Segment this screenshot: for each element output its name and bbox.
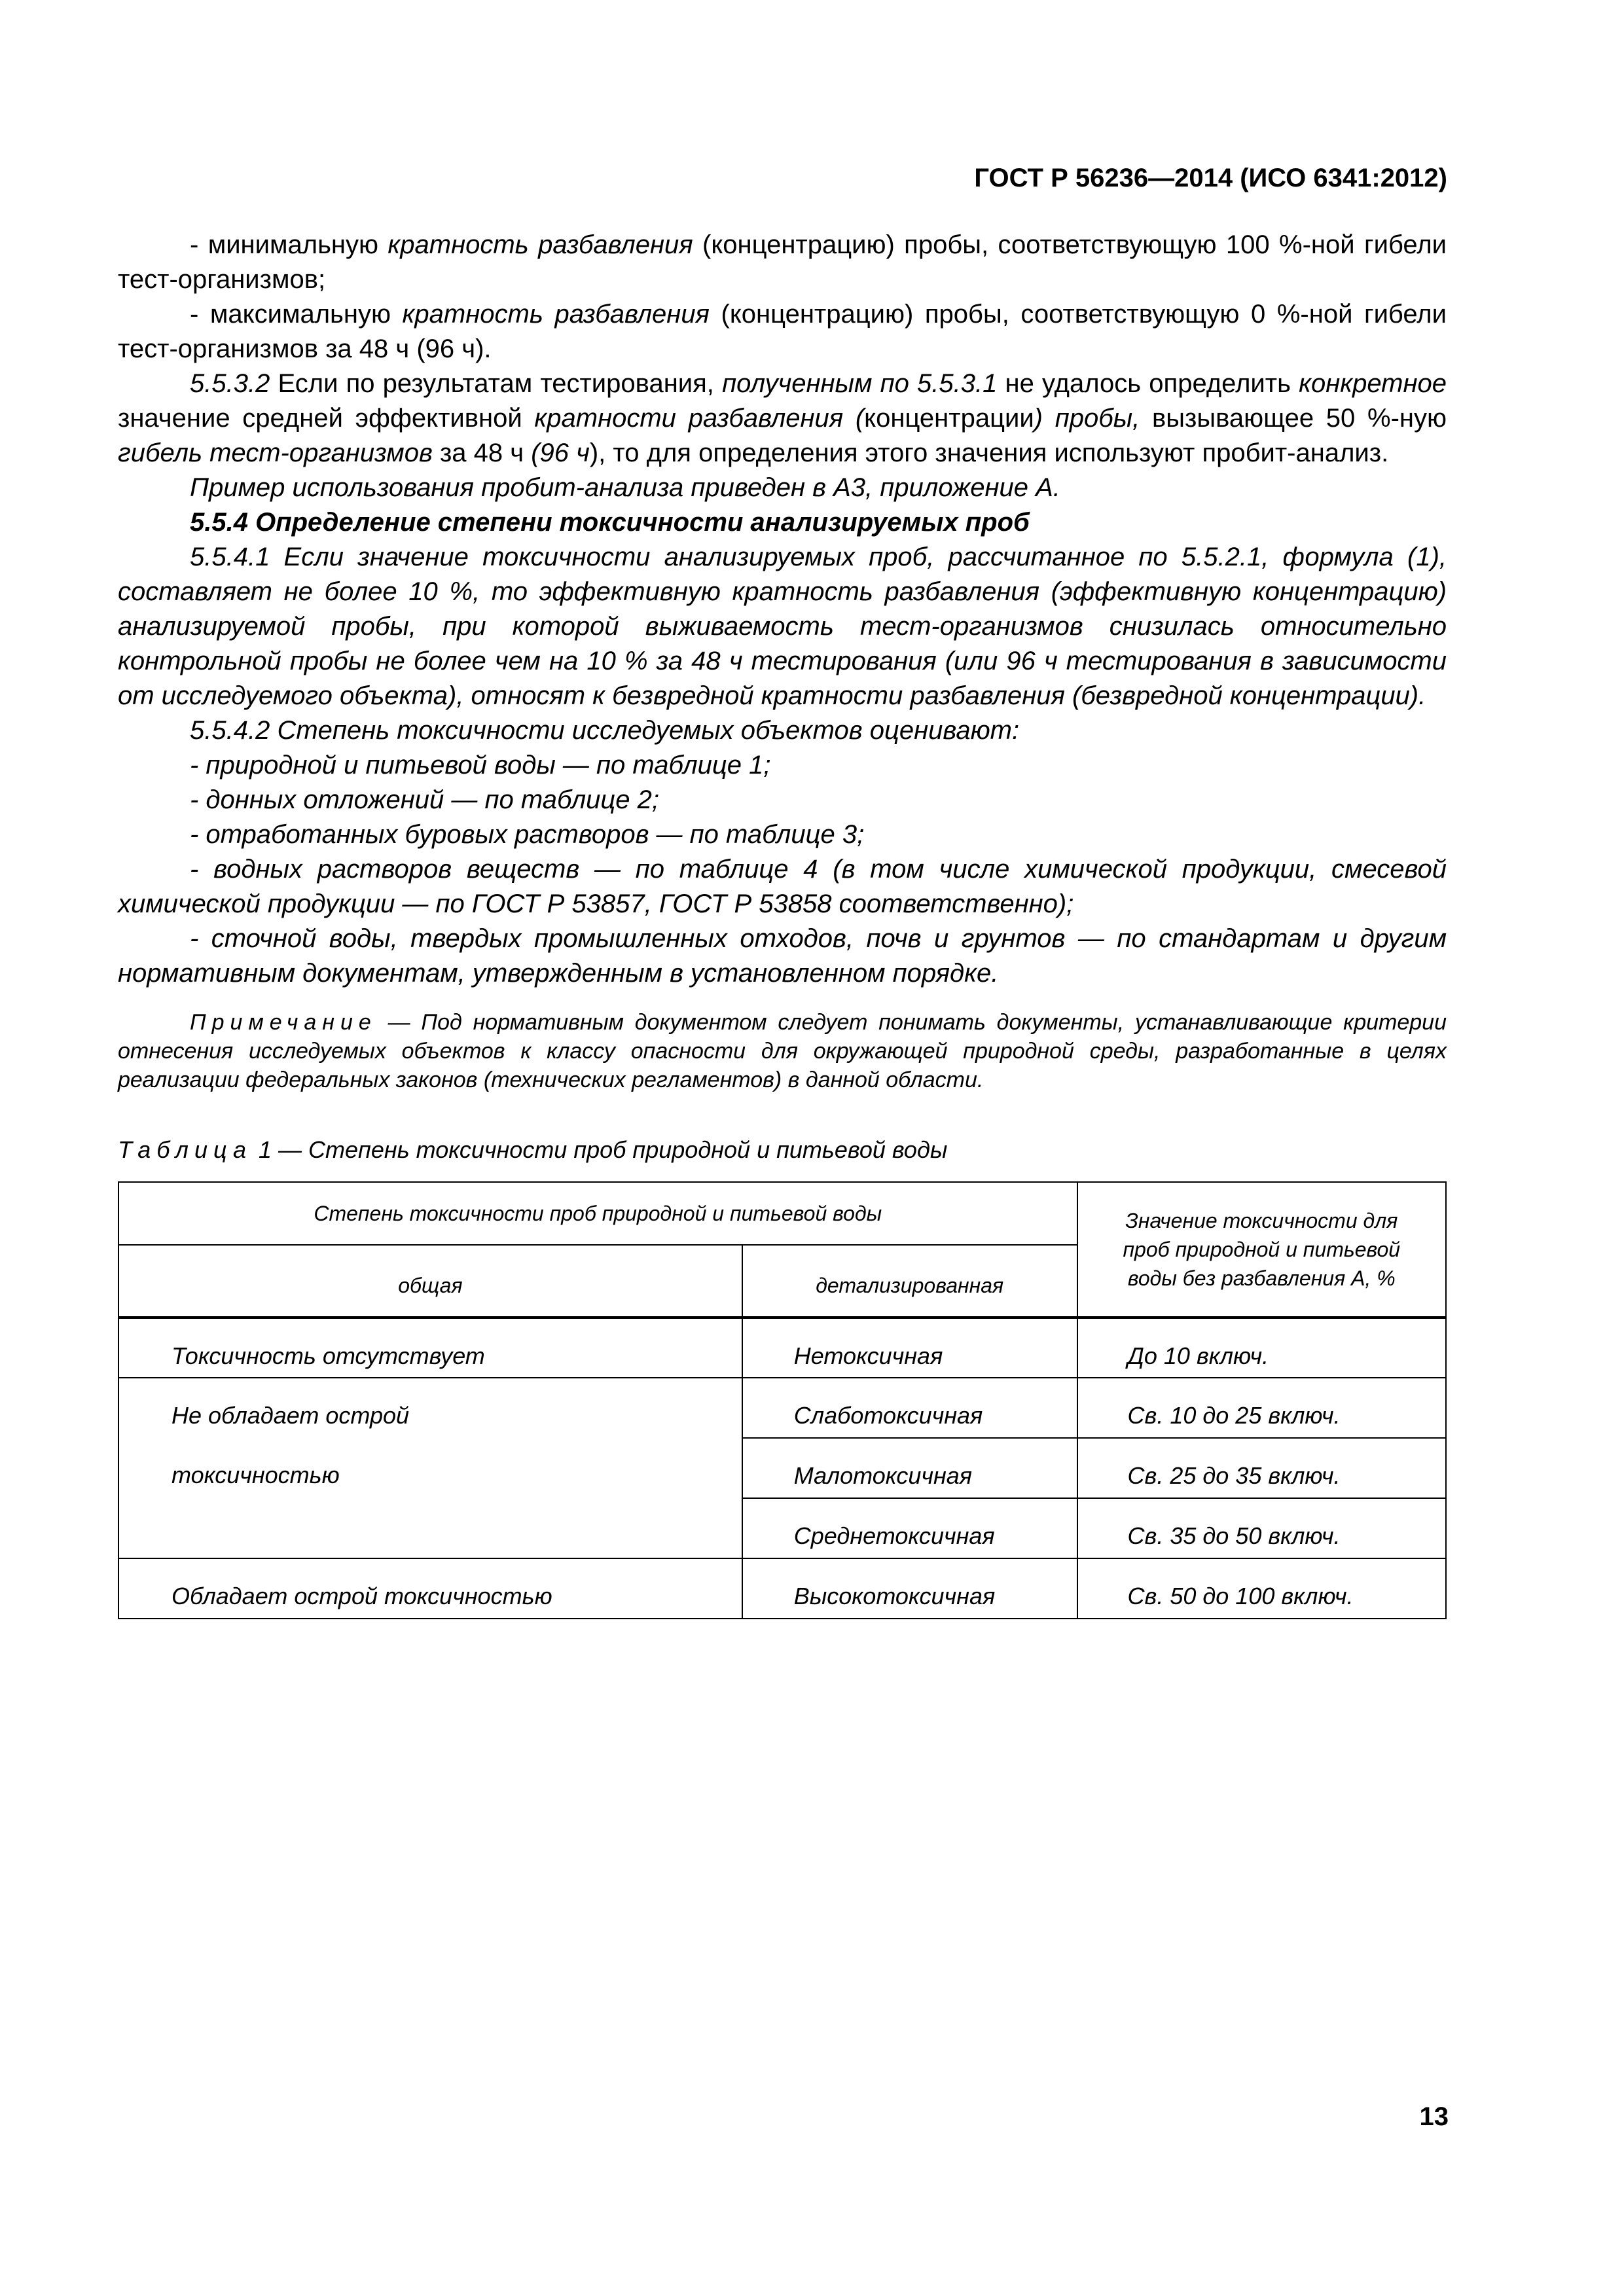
- table-row: [118, 1438, 1446, 1498]
- cell-detail: Среднетоксичная: [742, 1498, 1077, 1558]
- header-detail: детализированная: [742, 1245, 1077, 1318]
- toxicity-table: [118, 1181, 1447, 1619]
- text-span: концентрации: [864, 404, 1034, 433]
- list-item: - водных растворов веществ — по таблице 4 (в том числе химической продукции, смесевой химической продукции — по ГОСТ Р 53857, ГОСТ Р 53858 соответственно);: [118, 855, 1447, 918]
- cell-general: Обладает острой токсичностью: [118, 1558, 742, 1619]
- text-span: за 48 ч: [432, 439, 532, 467]
- document-body: [118, 228, 1447, 1619]
- table-caption-text: 1 — Степень токсичности проб природной и питьевой воды: [252, 1136, 948, 1163]
- text-span: Если по результатам тестирования,: [270, 369, 723, 398]
- cell-general: Токсичность отсутствует: [118, 1318, 742, 1378]
- note-label: Примечание: [190, 1010, 377, 1035]
- text-span: полученным по 5.5.3.1: [722, 369, 998, 398]
- cell-detail: Слаботоксичная: [742, 1378, 1077, 1438]
- text-span: кратности разбавления (: [534, 404, 865, 433]
- header-general: общая: [118, 1245, 742, 1318]
- text-span: (концентрацию) пробы, соответствующую 0 %-ной гибели тест-организмов за 48 ч (96 ч).: [118, 300, 1447, 363]
- table-row: [118, 1378, 1446, 1438]
- text-span: 5.5.3.2: [190, 369, 270, 398]
- note-text: — Под нормативным документом следует понимать документы, устанавливающие критерии отнесения исследуемых объектов к классу опасности для окружающей природной среды, разработанные в целях реализации федеральных законов (технических регламентов) в данной области.: [118, 1010, 1447, 1092]
- text-span: (96 ч: [531, 439, 590, 467]
- cell-value: Св. 25 до 35 включ.: [1077, 1438, 1446, 1498]
- text-span: (концентрацию) пробы, соответствующую 100 %-ной гибели тест-организмов;: [118, 230, 1447, 294]
- header-value: Значение токсичности для проб природной и питьевой воды без разбавления А, %: [1077, 1182, 1446, 1318]
- table-row: [118, 1498, 1446, 1558]
- list-item: - сточной воды, твердых промышленных отходов, почв и грунтов — по стандартам и другим нормативным документам, утвержденным в установленном порядке.: [118, 924, 1447, 988]
- text-span: значение средней эффективной: [118, 404, 535, 433]
- paragraph-min-dilution: [118, 228, 1447, 297]
- paragraph-5-5-4-2: 5.5.4.2 Степень токсичности исследуемых объектов оценивают:: [190, 716, 1020, 745]
- table-caption-label: Таблица: [118, 1136, 253, 1163]
- text-span: гибель тест-организмов: [118, 439, 433, 467]
- paragraph-5-5-4-1: 5.5.4.1 Если значение токсичности анализируемых проб, рассчитанное по 5.5.2.1, формула (1), составляет не более 10 %, то эффективную кратность разбавления (эффективную концентрацию) анализируемой пробы, при которой выживаемость тест-организмов снизилась относительно контрольной пробы не более чем на 10 % за 48 ч тестирования (или 96 ч тестирования в зависимости от исследуемого объекта), относят к безвредной кратности разбавления (безвредной концентрации).: [118, 543, 1447, 710]
- cell-detail: Нетоксичная: [742, 1318, 1077, 1378]
- cell-value: До 10 включ.: [1077, 1318, 1446, 1378]
- text-span: не удалось определить: [997, 369, 1299, 398]
- text-span: - минимальную: [190, 230, 388, 259]
- paragraph-5-5-3-2: [118, 367, 1447, 471]
- cell-general: [118, 1498, 742, 1558]
- cell-detail: Малотоксичная: [742, 1438, 1077, 1498]
- table-header-row: [118, 1182, 1446, 1245]
- text-span: ) пробы,: [1034, 404, 1140, 433]
- text-span: - максимальную: [190, 300, 403, 329]
- table-row: [118, 1558, 1446, 1619]
- section-heading-5-5-4: 5.5.4 Определение степени токсичности анализируемых проб: [190, 508, 1030, 537]
- page-number: 13: [1419, 2102, 1449, 2131]
- cell-general: Не обладает острой: [118, 1378, 742, 1438]
- text-span: ), то для определения этого значения используют пробит-анализ.: [589, 439, 1389, 467]
- list-item: - донных отложений — по таблице 2;: [190, 785, 659, 814]
- cell-general: токсичностью: [118, 1438, 742, 1498]
- cell-value: Св. 10 до 25 включ.: [1077, 1378, 1446, 1438]
- note: [118, 1008, 1447, 1094]
- paragraph-probit-example: Пример использования пробит-анализа приведен в А3, приложение А.: [190, 473, 1060, 502]
- text-span: кратность разбавления: [388, 230, 693, 259]
- text-span: конкретное: [1299, 369, 1447, 398]
- table-caption: [118, 1132, 1447, 1167]
- header-group: Степень токсичности проб природной и питьевой воды: [118, 1182, 1077, 1245]
- list-item: - отработанных буровых растворов — по таблице 3;: [190, 820, 865, 849]
- cell-value: Св. 35 до 50 включ.: [1077, 1498, 1446, 1558]
- document-header: ГОСТ Р 56236—2014 (ИСО 6341:2012): [974, 164, 1447, 192]
- paragraph-max-dilution: [118, 297, 1447, 367]
- text-span: вызывающее 50 %-ную: [1140, 404, 1447, 433]
- text-span: кратность разбавления: [402, 300, 710, 329]
- cell-value: Св. 50 до 100 включ.: [1077, 1558, 1446, 1619]
- cell-detail: Высокотоксичная: [742, 1558, 1077, 1619]
- list-item: - природной и питьевой воды — по таблице 1;: [190, 751, 771, 780]
- table-row: [118, 1318, 1446, 1378]
